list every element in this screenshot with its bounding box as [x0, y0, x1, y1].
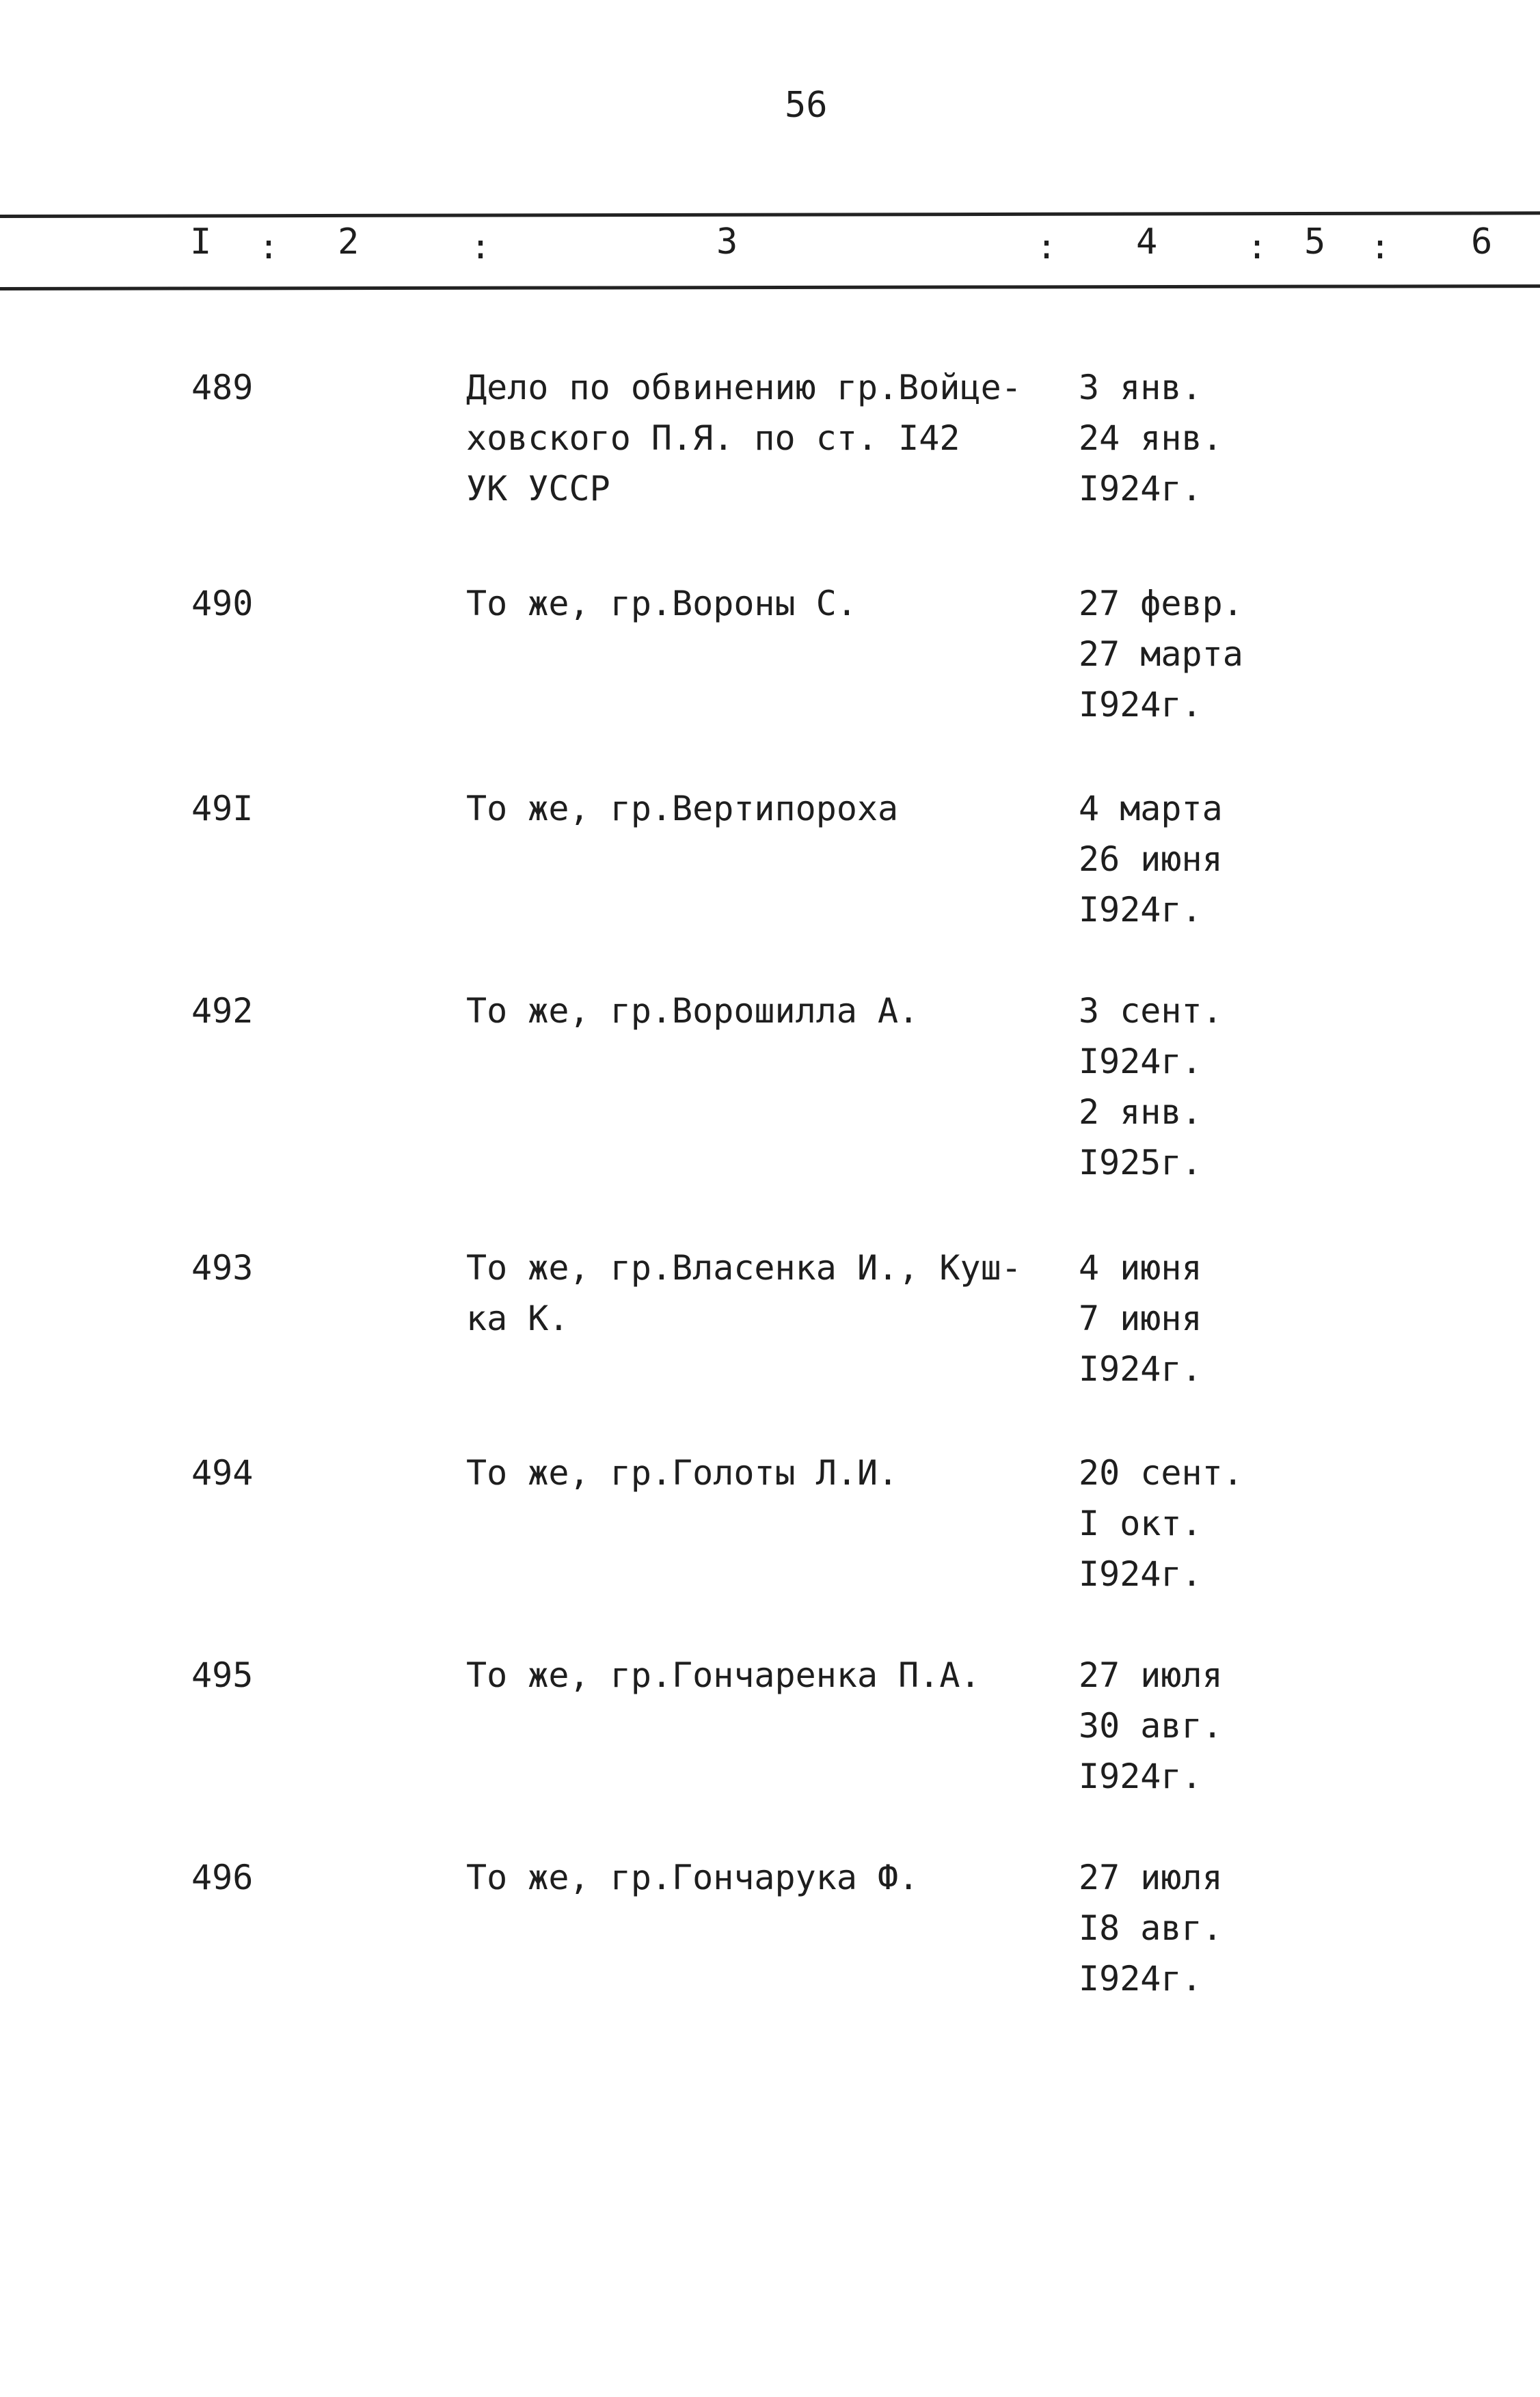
- item-dates: [1079, 1852, 1223, 2004]
- date-line: I924г.: [1079, 1554, 1202, 1594]
- date-line: 4 июня: [1079, 1248, 1202, 1288]
- date-line: I924г.: [1079, 1959, 1202, 1999]
- item-description: [466, 1852, 919, 1903]
- column-separator: :: [1247, 227, 1268, 267]
- column-header-6: 6: [1471, 221, 1493, 262]
- item-description: [466, 1243, 1022, 1344]
- date-line: 24 янв.: [1079, 418, 1223, 458]
- item-number: 49I: [191, 789, 254, 828]
- date-line: I окт.: [1079, 1504, 1202, 1543]
- date-line: 4 марта: [1079, 789, 1223, 828]
- date-line: 7 июня: [1079, 1299, 1202, 1338]
- item-dates: [1079, 783, 1223, 935]
- item-dates: [1079, 1243, 1202, 1394]
- item-number: 489: [191, 368, 254, 407]
- description-line: То же, гр.Гончаренка П.А.: [466, 1655, 981, 1695]
- item-dates: [1079, 362, 1223, 514]
- item-number: 493: [191, 1248, 254, 1288]
- column-separator: :: [1036, 227, 1057, 267]
- date-line: 3 сент.: [1079, 991, 1223, 1031]
- item-number: 495: [191, 1655, 254, 1695]
- item-dates: [1079, 1650, 1223, 1802]
- table-header-top-rule: [0, 211, 1540, 218]
- column-separator: :: [258, 227, 280, 267]
- column-separator: :: [470, 227, 491, 267]
- date-line: 27 февр.: [1079, 584, 1243, 623]
- item-dates: [1079, 986, 1223, 1188]
- description-line: ка К.: [466, 1299, 569, 1338]
- date-line: 27 марта: [1079, 634, 1243, 674]
- page-number: 56: [785, 85, 828, 126]
- date-line: 2 янв.: [1079, 1092, 1202, 1132]
- date-line: 27 июля: [1079, 1655, 1223, 1695]
- date-line: 26 июня: [1079, 839, 1223, 879]
- item-description: [466, 783, 898, 834]
- date-line: I924г.: [1079, 469, 1202, 509]
- description-line: То же, гр.Гончарука Ф.: [466, 1858, 919, 1897]
- item-number: 496: [191, 1858, 254, 1897]
- description-line: ховского П.Я. по ст. I42: [466, 418, 960, 458]
- column-header-5: 5: [1304, 221, 1326, 262]
- item-number: 490: [191, 584, 254, 623]
- date-line: I8 авг.: [1079, 1908, 1223, 1948]
- description-line: УК УССР: [466, 469, 610, 509]
- date-line: I925г.: [1079, 1143, 1202, 1182]
- description-line: То же, гр.Голоты Л.И.: [466, 1453, 899, 1493]
- item-description: [466, 1448, 898, 1498]
- description-line: То же, гр.Вертипороха: [466, 789, 899, 828]
- item-description: [466, 986, 919, 1036]
- description-line: То же, гр.Ворошилла А.: [466, 991, 919, 1031]
- item-number: 492: [191, 991, 254, 1031]
- column-header-2: 2: [338, 221, 360, 262]
- description-line: Дело по обвинению гр.Войце-: [466, 368, 1022, 407]
- date-line: 3 янв.: [1079, 368, 1202, 407]
- date-line: 27 июля: [1079, 1858, 1223, 1897]
- item-description: [466, 362, 1022, 514]
- date-line: 30 авг.: [1079, 1706, 1223, 1746]
- description-line: То же, гр.Вороны С.: [466, 584, 857, 623]
- date-line: 20 сент.: [1079, 1453, 1243, 1493]
- date-line: I924г.: [1079, 1042, 1202, 1081]
- column-header-4: 4: [1136, 221, 1158, 262]
- date-line: I924г.: [1079, 1757, 1202, 1796]
- date-line: I924г.: [1079, 1349, 1202, 1389]
- column-separator: :: [1370, 227, 1391, 267]
- item-description: [466, 1650, 981, 1701]
- description-line: То же, гр.Власенка И., Куш-: [466, 1248, 1022, 1288]
- date-line: I924г.: [1079, 685, 1202, 724]
- table-header-bottom-rule: [0, 284, 1540, 290]
- column-header-1: I: [190, 221, 212, 262]
- item-number: 494: [191, 1453, 254, 1493]
- item-description: [466, 578, 857, 629]
- item-dates: [1079, 1448, 1243, 1599]
- date-line: I924г.: [1079, 890, 1202, 930]
- column-header-3: 3: [716, 221, 738, 262]
- item-dates: [1079, 578, 1243, 730]
